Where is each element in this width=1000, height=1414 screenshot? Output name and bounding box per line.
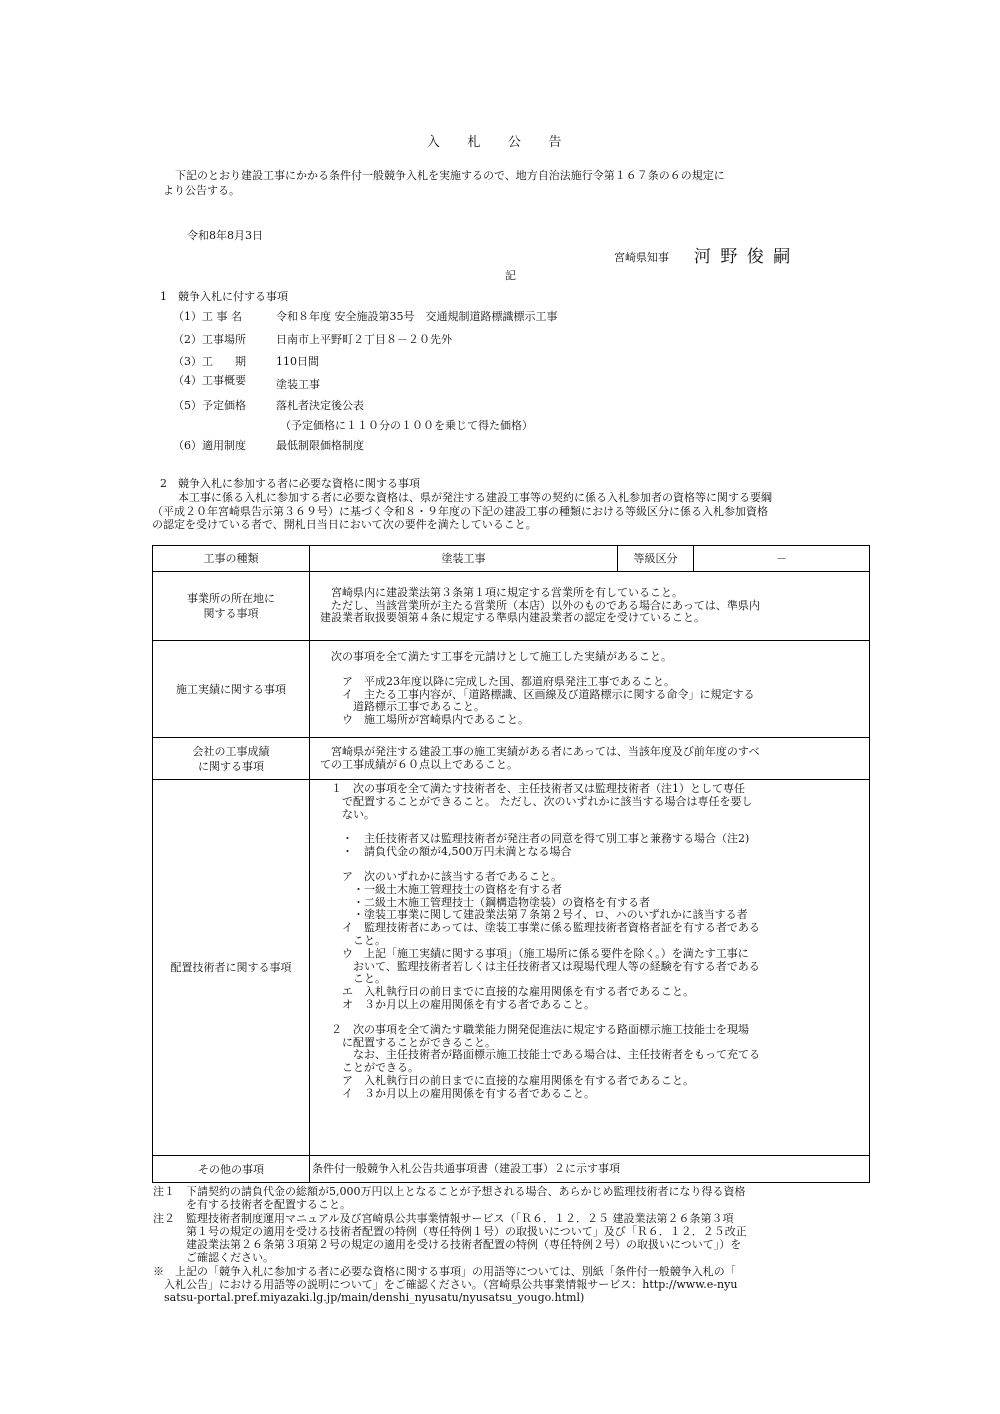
content-line: ・ 請負代金の額が4,500万円未満となる場合 [320, 845, 572, 859]
content-line: ２ 次の事項を全て満たす職業能力開発促進法に規定する路面標示施工技能士を現場 [320, 1022, 749, 1036]
item-value: （予定価格に１１０分の１００を乗じて得た価格） [280, 419, 533, 432]
content-line: ・二級土木施工管理技士（鋼構造物塗装）の資格を有する者 [320, 895, 650, 909]
content-line: ・塗装工事業に関して建設業法第７条第２号イ、ロ、ハのいずれかに該当する者 [320, 908, 748, 922]
item-value: 令和８年度 安全施設第35号 交通規制道路標識標示工事 [276, 310, 558, 323]
item-label: （4）工事概要 [173, 374, 246, 387]
content-line: ・一級土木施工管理技士の資格を有する者 [320, 882, 562, 896]
content-line: なお、主任技術者が路面標示施工技能士である場合は、主任技術者をもって充てる [320, 1048, 760, 1062]
notice-title: 入 札 公 告 [426, 135, 574, 150]
requirements-table [152, 545, 870, 1183]
note-line: 入札公告」における用語等の説明について」をご確認ください。（宮崎県公共事業情報サービス：http://www.e-nyu [153, 1278, 738, 1292]
label-line: 関する事項 [203, 607, 259, 620]
content-line: こと。 [320, 972, 386, 986]
row-content-location [310, 572, 870, 641]
content-line: 宮崎県が発注する建設工事の施工実績がある者にあっては、当該年度及び前年度のすべ [320, 744, 760, 758]
row-label-location [153, 572, 310, 641]
issuer-name: 河 野 俊 嗣 [694, 247, 793, 267]
row-label-engineer: 配置技術者に関する事項 [153, 780, 310, 1156]
content-line: ての工事成績が６０点以上であること。 [320, 757, 518, 771]
note-line: satsu-portal.pref.miyazaki.lg.jp/main/denshi_nyusatu/nyusatsu_yougo.html) [153, 1291, 585, 1305]
content-line: 建設業者取扱要領第４条に規定する準県内建設業者の認定を受けていること。 [320, 611, 705, 625]
intro-line: 下記のとおり建設工事にかかる条件付一般競争入札を実施するので、地方自治法施行令第１６７条の６の規定に [175, 169, 725, 182]
section1-heading: 1 競争入札に付する事項 [160, 290, 288, 303]
content-line: 道路標示工事であること。 [320, 700, 485, 714]
grade-value: － [694, 546, 870, 572]
intro-line: より公告する。 [163, 184, 240, 197]
content-line: で配置することができること。 ただし、次のいずれかに該当する場合は専任を要し [320, 794, 753, 808]
kind-value: 塗装工事 [310, 546, 618, 572]
kind-label: 工事の種類 [153, 546, 310, 572]
item-value: 塗装工事 [276, 378, 320, 391]
item-label: （6）適用制度 [173, 439, 246, 452]
note-line: 注１ 下請契約の請負代金の総額が5,000万円以上となることが予想される場合、あらかじめ監理技術者になり得る資格 [153, 1185, 746, 1198]
row-content-performance [310, 738, 870, 780]
ki-mark: 記 [505, 269, 516, 282]
item-label: （1）工 事 名 [173, 310, 242, 323]
content-line: １ 次の事項を全て満たす技術者を、主任技術者又は監理技術者（注1）として専任 [320, 782, 745, 795]
table-row [153, 780, 870, 1156]
content-line: ・ 主任技術者又は監理技術者が発注者の同意を得て別工事と兼務する場合（注2) [320, 832, 750, 846]
notice-date: 令和8年8月3日 [187, 229, 263, 242]
note-line: ご確認ください。 [153, 1251, 274, 1265]
table-row [153, 572, 870, 641]
item-label: （2）工事場所 [173, 333, 246, 346]
note-line: 第１号の規定の適用を受ける技術者配置の特例（専任特例１号）の取扱いについて」及び「Ｒ６．１２．２５改正 [153, 1224, 747, 1238]
item-value: 最低制限価格制度 [276, 439, 364, 452]
issuer-role: 宮崎県知事 [614, 251, 669, 264]
content-line: ア 入札執行日の前日までに直接的な雇用関係を有する者であること。 [320, 1073, 694, 1087]
item-value: 落札者決定後公表 [276, 399, 364, 412]
item-label: （3）工 期 [173, 355, 246, 368]
content-line: に配置することができること。 [320, 1035, 496, 1049]
spacer [320, 664, 867, 676]
content-line: イ 監理技術者にあっては、塗装工事業に係る監理技術者資格者証を有する者である [320, 921, 760, 935]
content-line: ア 平成23年度以降に完成した国、都道府県発注工事であること。 [320, 674, 675, 688]
notes [153, 1185, 747, 1305]
label-line: に関する事項 [198, 759, 264, 773]
content-line: こと。 [320, 933, 386, 947]
section2-body [152, 491, 772, 532]
row-label-other: その他の事項 [153, 1156, 310, 1183]
label-line: 事業所の所在地に [187, 592, 275, 605]
content-line: 次の事項を全て満たす工事を元請けとして施工した実績があること。 [320, 650, 672, 663]
content-line: オ ３か月以上の雇用関係を有する者であること。 [320, 997, 595, 1011]
content-line: ことができる。 [320, 1061, 419, 1075]
content-line: イ ３か月以上の雇用関係を有する者であること。 [320, 1086, 595, 1100]
row-label-record: 施工実績に関する事項 [153, 641, 310, 738]
item-value: 日南市上平野町２丁目８－２０先外 [276, 333, 452, 346]
grade-label: 等級区分 [618, 546, 694, 572]
row-content-other: 条件付一般競争入札公告共通事項書（建設工事）２に示す事項 [310, 1156, 870, 1183]
section2-heading: 2 競争入札に参加する者に必要な資格に関する事項 [160, 477, 420, 490]
content-line: エ 入札執行日の前日までに直接的な雇用関係を有する者であること。 [320, 985, 694, 999]
row-content-engineer [310, 780, 870, 1156]
note-line: ※ 上記の「競争入札に参加する者に必要な資格に関する事項」の用語等については、別紙「条件付一般競争入札の「 [153, 1264, 736, 1278]
table-row [153, 1156, 870, 1183]
row-label-performance [153, 738, 310, 780]
section2-line: （平成２０年宮崎県告示第３６９号）に基づく令和８・９年度の下記の建設工事の種類における等級区分に係る入札参加資格 [152, 504, 768, 518]
note-line: 注２ 監理技術者制度運用マニュアル及び宮崎県公共事業情報サービス（「Ｒ６．１２．２５ 建設業法第２６条第３項 [153, 1211, 734, 1225]
section2-line: 本工事に係る入札に参加する者に必要な資格は、県が発注する建設工事等の契約に係る入札参加者の資格等に関する要綱 [178, 491, 772, 504]
content-line: 宮崎県内に建設業法第３条第１項に規定する営業所を有していること。 [320, 585, 683, 599]
note-line: 建設業法第２６条第３項第２号の規定の適用を受ける技術者配置の特例（専任特例２号）の取扱いについて」）を [153, 1238, 742, 1252]
content-line: ない。 [320, 807, 375, 821]
content-line: ウ 上記「施工実績に関する事項」（施工場所に係る要件を除く。）を満たす工事に [320, 946, 749, 960]
intro-text [163, 168, 725, 198]
section2-line: の認定を受けている者で、開札日当日において次の要件を満たしていること。 [152, 518, 537, 531]
item-value: 110日間 [276, 355, 319, 368]
note-line: を有する技術者を配置すること。 [153, 1198, 351, 1212]
table-row [153, 641, 870, 738]
content-line: おいて、監理技術者若しくは主任技術者又は現場代理人等の経験を有する者である [320, 959, 760, 973]
table-header-row [153, 546, 870, 572]
content-line: ア 次のいずれかに該当する者であること。 [320, 869, 562, 883]
row-content-record [310, 641, 870, 738]
spacer [320, 1012, 867, 1024]
content-line: ただし、当該営業所が主たる営業所（本店）以外のものである場合にあっては、準県内 [320, 598, 760, 612]
content-line: ウ 施工場所が宮崎県内であること。 [320, 713, 529, 727]
table-row [153, 738, 870, 780]
item-label: （5）予定価格 [173, 399, 246, 412]
content-line: イ 主たる工事内容が、「道路標識、区画線及び道路標示に関する命令」に規定する [320, 687, 755, 701]
label-line: 会社の工事成績 [192, 744, 270, 758]
